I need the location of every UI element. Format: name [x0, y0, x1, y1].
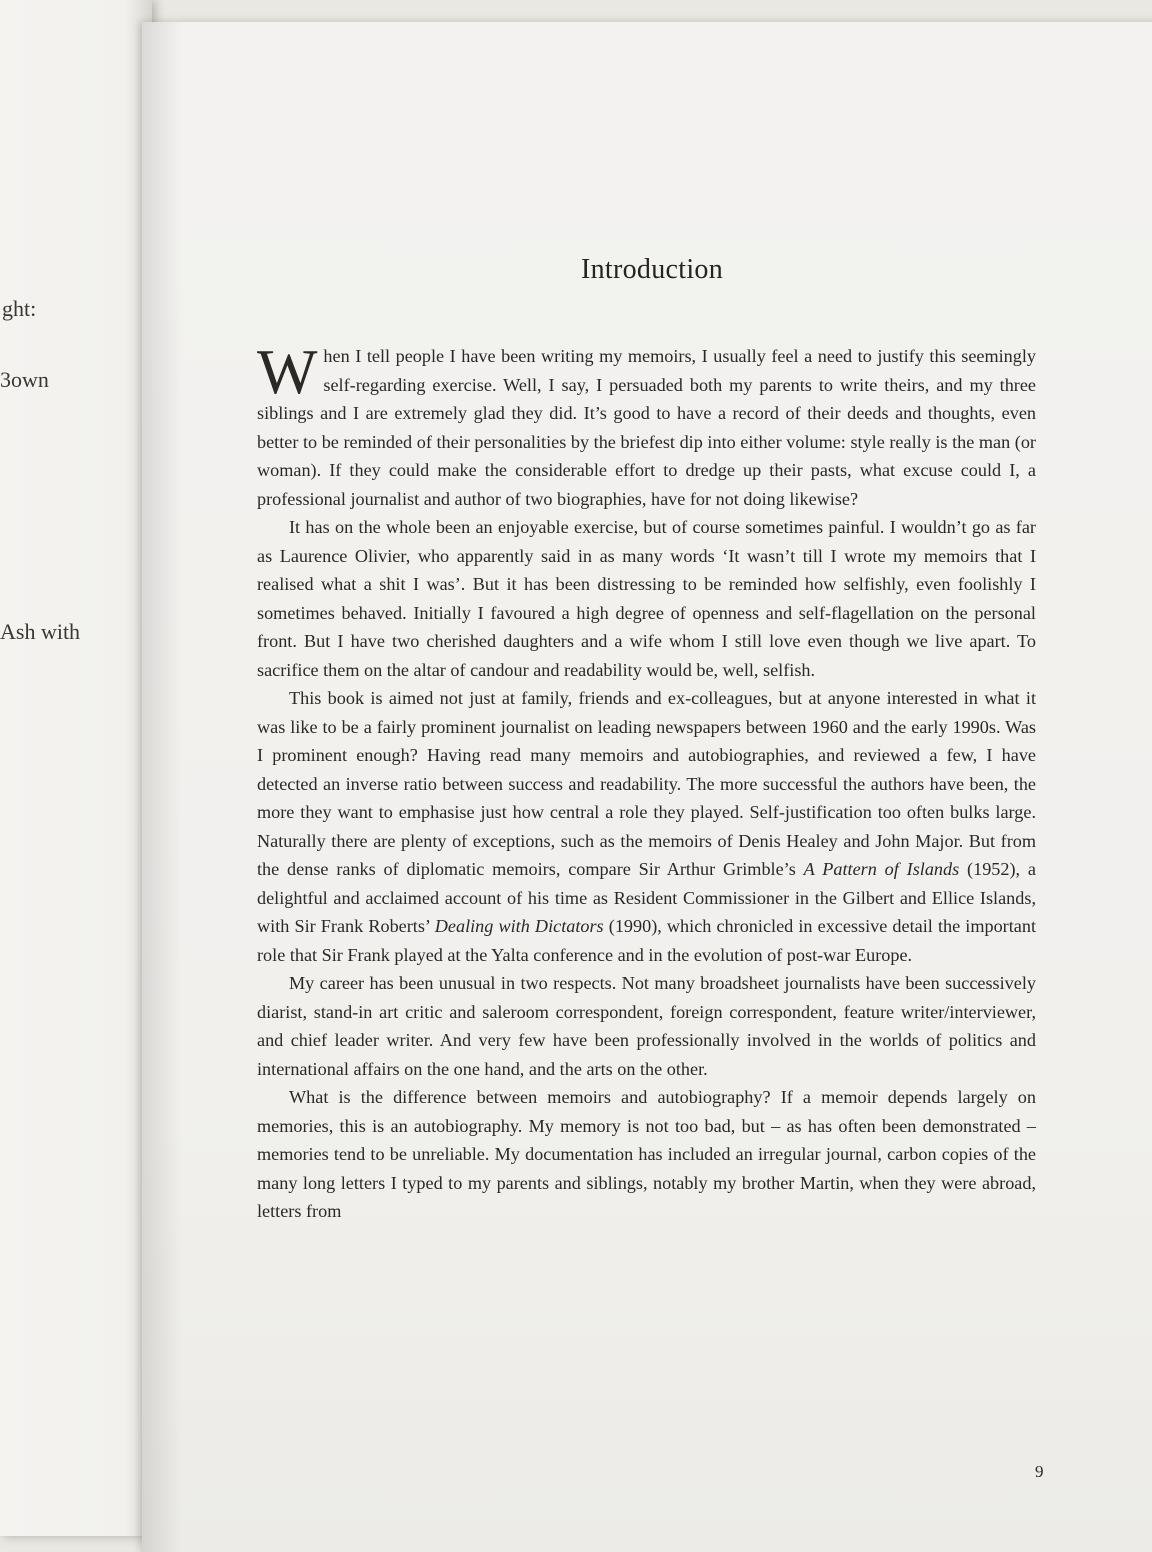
- chapter-title: Introduction: [580, 254, 723, 285]
- paragraph-text: (1952), a delightful and acclaimed account of his time as Resident Commissioner in the Gilbert and Ellice Islands, with Sir Frank Roberts’: [257, 859, 1036, 936]
- left-page-fragment: Ash with: [0, 619, 81, 644]
- left-page-fragment: ght:: [2, 296, 37, 321]
- paragraph-2: [257, 513, 1036, 684]
- paragraph-3: [257, 684, 1036, 969]
- paragraph-text: What is the difference between memoirs and autobiography? If a memoir depends largely on memories, this is an autobiography. My memory is not too bad, but – as has often been demonstrated – memories tend to be unreliable. My documentation has included an irregular journal, carbon copies of the many long letters I typed to my parents and siblings, notably my brother Martin, when they were abroad, letters from: [257, 1087, 1036, 1221]
- paragraph-text: hen I tell people I have been writing my memoirs, I usually feel a need to justify this seemingly self-regarding exercise. Well, I say, I persuaded both my parents to write theirs, and my three siblings and I are extremely glad they did. It’s good to have a record of their deeds and thoughts, even better to be reminded of their personalities by the briefest dip into either volume: style really is the man (or woman). If they could make the considerable effort to dredge up their pasts, what excuse could I, a professional journalist and author of two biographies, have for not doing likewise?: [257, 346, 1036, 509]
- paragraph-5: [257, 1083, 1036, 1226]
- facing-left-page: [0, 0, 152, 1536]
- book-title-italic: Dealing with Dictators: [434, 916, 604, 936]
- book-page: [142, 22, 1152, 1552]
- paragraph-text: (1990), which chronicled in excessive detail the important role that Sir Frank played at the Yalta conference and in the evolution of post-war Europe.: [257, 916, 1037, 965]
- page-number: 9: [1035, 1462, 1044, 1481]
- paragraph-text: It has on the whole been an enjoyable exercise, but of course sometimes painful. I wouldn’t go as far as Laurence Olivier, who apparently said in as many words ‘It wasn’t till I wrote my memoirs that I realised what a shit I was’. But it has been distressing to be reminded how selfishly, even foolishly I sometimes behaved. Initially I favoured a high degree of openness and self-flagellation on the personal front. But I have two cherished daughters and a wife whom I still love even though we live apart. To sacrifice them on the altar of candour and readability would be, well, selfish.: [257, 517, 1036, 680]
- paragraph-1: [257, 336, 1036, 513]
- paragraph-text: This book is aimed not just at family, friends and ex-colleagues, but at anyone interested in what it was like to be a fairly prominent journalist on leading newspapers between 1960 and the early 1990s. Was I prominent enough? Having read many memoirs and autobiographies, and reviewed a few, I have detected an inverse ratio between success and readability. The more successful the authors have been, the more they want to emphasise just how central a role they played. Self-justification too often bulks large. Naturally there are plenty of exceptions, such as the memoirs of Denis Healey and John Major. But from the dense ranks of diplomatic memoirs, compare Sir Arthur Grimble’s: [257, 688, 1036, 879]
- chapter-body: [257, 336, 1037, 1226]
- drop-cap: W: [257, 336, 318, 407]
- paragraph-text: My career has been unusual in two respects. Not many broadsheet journalists have been successively diarist, stand-in art critic and saleroom correspondent, foreign correspondent, feature writer/interviewer, and chief leader writer. And very few have been professionally involved in the worlds of politics and international affairs on the one hand, and the arts on the other.: [257, 973, 1036, 1079]
- left-page-fragment: 3own: [0, 367, 49, 392]
- gutter-shadow: [142, 22, 182, 1552]
- book-title-italic: A Pattern of Islands: [803, 859, 960, 879]
- paragraph-4: [257, 969, 1036, 1083]
